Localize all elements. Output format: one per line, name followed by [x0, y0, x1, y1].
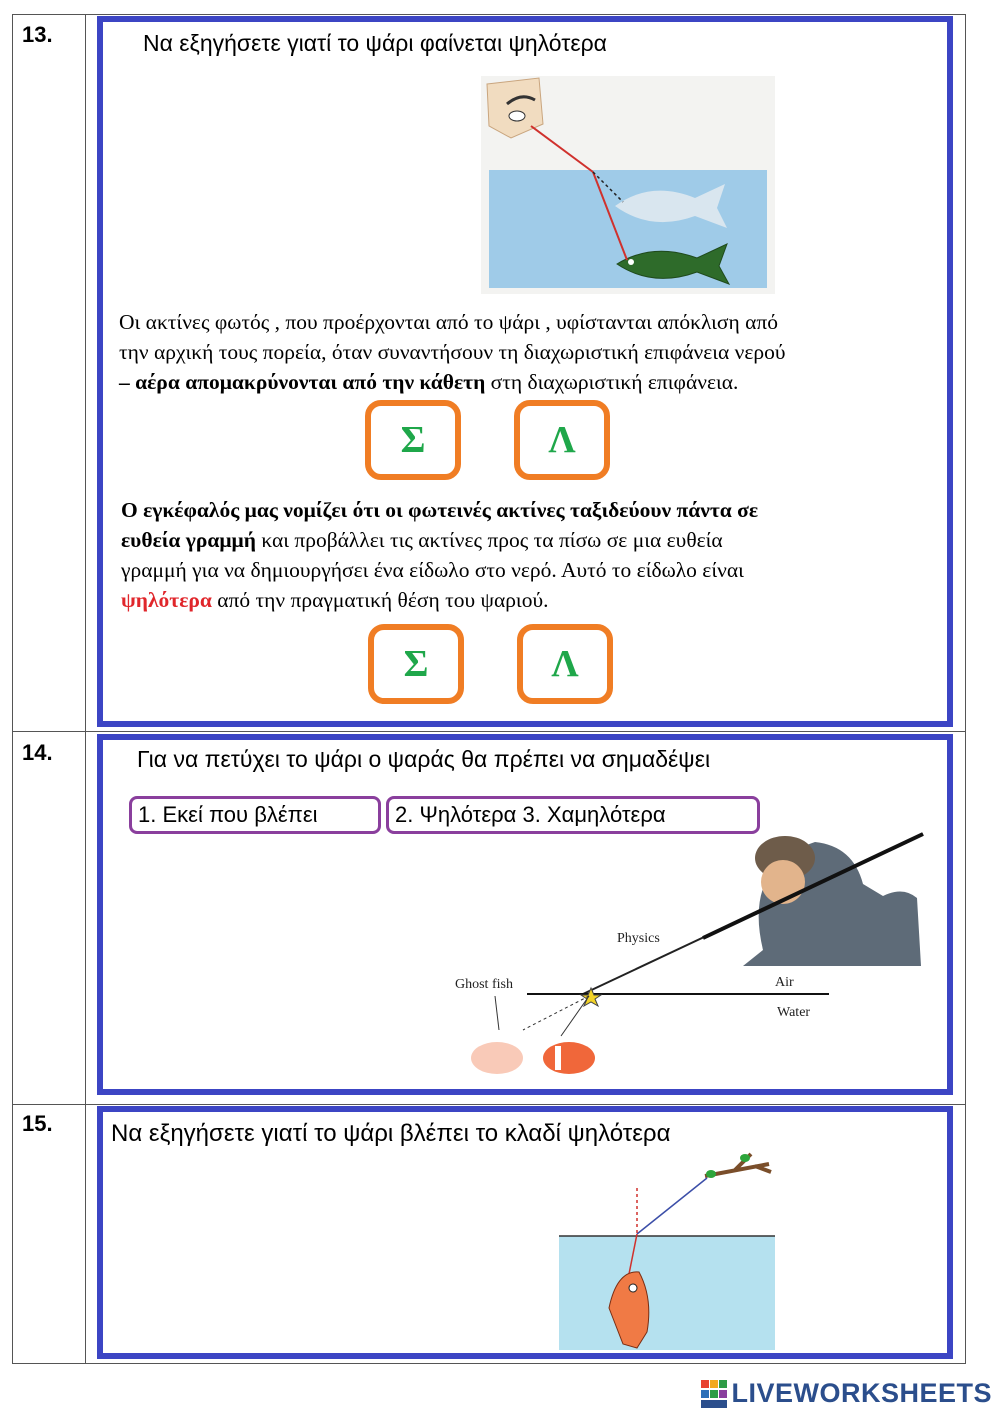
- option-where-seen[interactable]: 1. Εκεί που βλέπει: [129, 796, 381, 834]
- paragraph-text: από την πραγματική θέση του ψαριού.: [217, 588, 549, 612]
- question-15-panel: [97, 1106, 953, 1359]
- paragraph-2-line-2: [121, 526, 723, 556]
- question-title: Να εξηγήσετε γιατί το ψάρι φαίνεται ψηλότερα: [143, 30, 607, 56]
- bold-text: – αέρα: [119, 370, 180, 394]
- false-choice-button[interactable]: Λ: [517, 624, 613, 704]
- false-choice-button[interactable]: Λ: [514, 400, 610, 480]
- paragraph-text: στη διαχωριστική επιφάνεια.: [490, 370, 739, 394]
- question-14-panel: [97, 734, 953, 1095]
- question-number: 15.: [22, 1111, 53, 1136]
- physics-label: Physics: [617, 931, 660, 946]
- bold-text: ευθεία γραμμή: [121, 528, 256, 552]
- liveworksheets-logo-icon: [701, 1380, 727, 1408]
- water-label: Water: [777, 1005, 811, 1020]
- air-label: Air: [775, 975, 794, 990]
- row-divider: [12, 731, 966, 732]
- highlight-text: ψηλότερα: [121, 588, 212, 612]
- paragraph-1-line-2: την αρχική τους πορεία, όταν συναντήσουν τη διαχωριστική επιφάνεια νερού: [119, 340, 786, 364]
- paragraph-2-line-4: [121, 586, 549, 616]
- bold-text: απομακρύνονται από την κάθετη: [185, 370, 486, 394]
- paragraph-2-line-1: [121, 496, 758, 526]
- number-column-divider: [85, 14, 86, 1364]
- ghost-fish-label: Ghost fish: [455, 977, 513, 992]
- paragraph-1-line-1: Οι ακτίνες φωτός , που προέρχονται από το ψάρι , υφίστανται απόκλιση από: [119, 310, 778, 334]
- liveworksheets-logo: [701, 1378, 992, 1409]
- bold-text: Ο εγκέφαλός μας νομίζει ότι οι φωτεινές ακτίνες ταξιδεύουν πάντα σε: [121, 498, 759, 522]
- row-divider: [12, 1104, 966, 1105]
- paragraph-2-line-3: γραμμή για να δημιουργήσει ένα είδωλο στο νερό. Αυτό το είδωλο είναι: [121, 558, 744, 582]
- true-choice-button[interactable]: Σ: [365, 400, 461, 480]
- question-13-panel: [97, 16, 953, 727]
- fisherman-spear-diagram: [443, 826, 933, 1088]
- refraction-fish-illustration: [481, 76, 775, 294]
- question-number: 13.: [22, 22, 53, 47]
- fish-branch-illustration: [557, 1148, 787, 1356]
- question-number: 14.: [22, 740, 53, 765]
- paragraph-1-line-3: [119, 368, 738, 398]
- paragraph-text: και προβάλλει τις ακτίνες προς τα πίσω σε μια ευθεία: [261, 528, 723, 552]
- question-title: Για να πετύχει το ψάρι ο ψαράς θα πρέπει να σημαδέψει: [137, 746, 711, 772]
- option-higher-lower[interactable]: 2. Ψηλότερα 3. Χαμηλότερα: [386, 796, 760, 834]
- brand-name: LIVEWORKSHEETS: [731, 1378, 992, 1408]
- true-choice-button[interactable]: Σ: [368, 624, 464, 704]
- question-title: Να εξηγήσετε γιατί το ψάρι βλέπει το κλαδί ψηλότερα: [111, 1120, 671, 1147]
